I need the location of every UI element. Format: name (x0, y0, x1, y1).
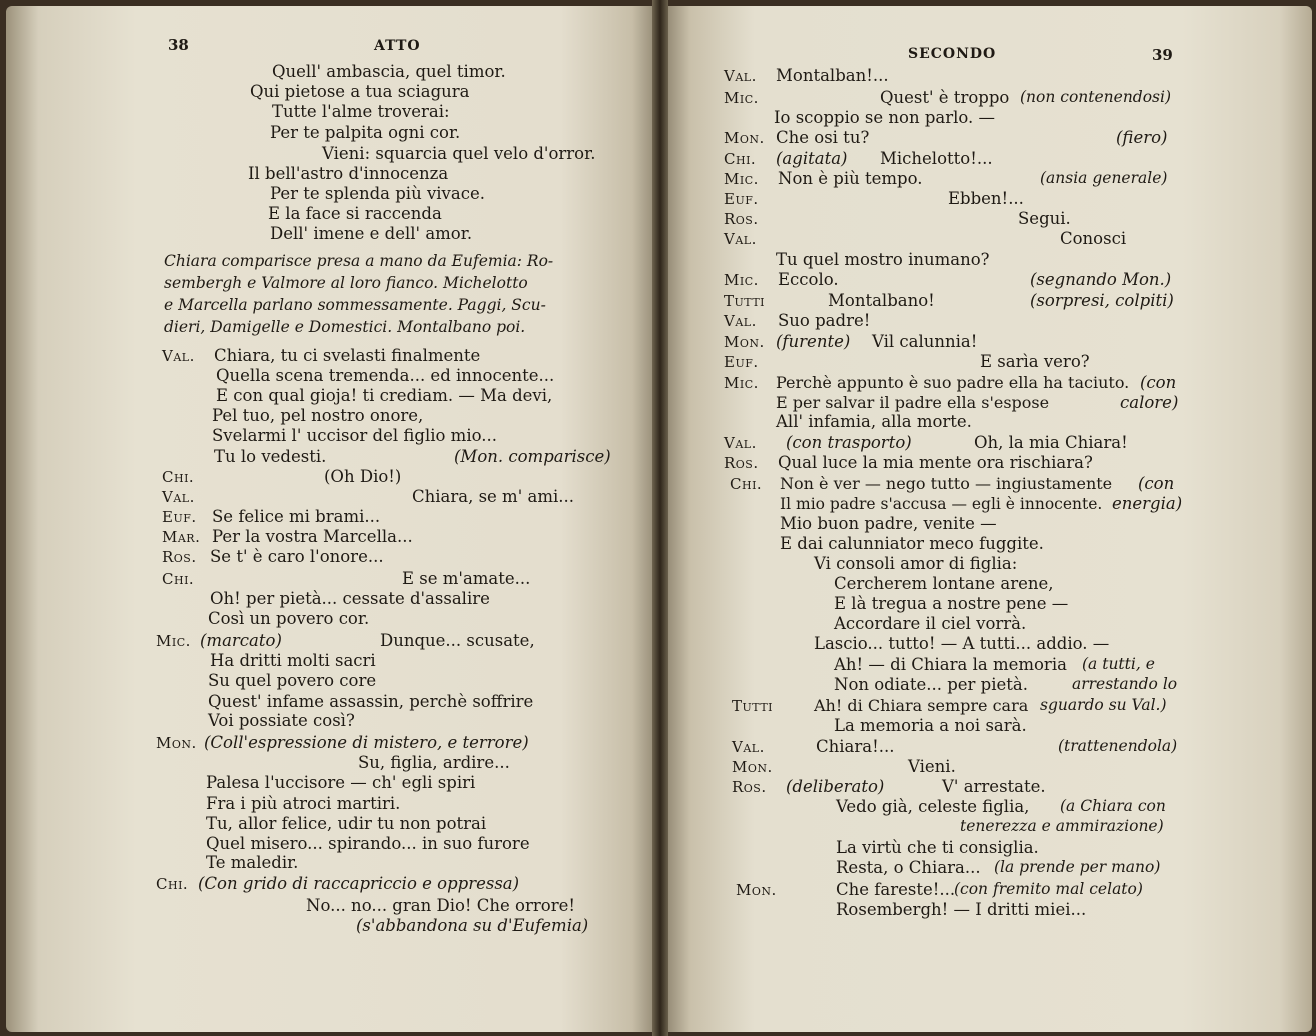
verse-line: Qui pietose a tua sciagura (250, 82, 470, 101)
dialogue-line: Te maledir. (206, 853, 299, 872)
right-page (664, 6, 1312, 1032)
dialogue-line: E per salvar il padre ella s'espose (776, 393, 1050, 412)
speaker-label: Mar. (162, 528, 201, 546)
dialogue-line: La virtù che ti consiglia. (836, 838, 1039, 857)
stage-direction: energia) (1112, 494, 1183, 513)
speaker-label: Euf. (724, 190, 759, 208)
stage-direction: (segnando Mon.) (1030, 270, 1172, 289)
speaker-label: Chi. (162, 570, 195, 588)
dialogue-line: Resta, o Chiara... (836, 858, 981, 877)
dialogue-line: Tu, allor felice, udir tu non potrai (206, 814, 487, 833)
speaker-label: Mon. (724, 333, 765, 351)
speaker-label: Ros. (732, 778, 767, 796)
dialogue-line: Non è più tempo. (778, 169, 923, 188)
speaker-label: Chi. (156, 875, 189, 893)
speaker-label: Mon. (724, 129, 765, 147)
dialogue-line: E là tregua a nostre pene — (834, 594, 1069, 613)
verse-line: Il bell'astro d'innocenza (248, 164, 449, 183)
dialogue-line: Che fareste!... (836, 880, 956, 899)
stage-direction: (s'abbandona su d'Eufemia) (356, 916, 589, 935)
dialogue-line: Vi consoli amor di figlia: (814, 554, 1018, 573)
verse-line: Tutte l'alme troverai: (272, 102, 450, 121)
dialogue-line: Voi possiate così? (208, 711, 355, 730)
stage-direction: Chiara comparisce presa a mano da Eufemia: Ro- (164, 252, 554, 270)
speaker-label: Euf. (724, 353, 759, 371)
speaker-label: Val. (724, 230, 757, 248)
dialogue-line: Dunque... scusate, (380, 631, 535, 650)
stage-direction: (furente) (776, 332, 851, 351)
speaker-label: Val. (162, 488, 195, 506)
running-head-right: SECONDO (908, 46, 997, 62)
dialogue-line: Mio buon padre, venite — (780, 514, 997, 533)
stage-direction: (Mon. comparisce) (454, 447, 611, 466)
dialogue-line: Se t' è caro l'onore... (210, 547, 384, 566)
dialogue-line: E se m'amate... (402, 569, 531, 588)
dialogue-line: Eccolo. (778, 270, 839, 289)
stage-direction: (la prende per mano) (994, 858, 1161, 876)
speaker-label: Val. (162, 347, 195, 365)
verse-line: Vieni: squarcia quel velo d'orror. (322, 144, 596, 163)
dialogue-line: Pel tuo, pel nostro onore, (212, 406, 424, 425)
verse-line: Quell' ambascia, quel timor. (272, 62, 506, 81)
dialogue-line: Lascio... tutto! — A tutti... addio. — (814, 634, 1110, 653)
dialogue-line: Vieni. (908, 757, 956, 776)
dialogue-line: Perchè appunto è suo padre ella ha taciuto. (776, 373, 1130, 392)
dialogue-line: Non è ver — nego tutto — ingiustamente (780, 474, 1113, 493)
dialogue-line: Così un povero cor. (208, 609, 370, 628)
speaker-label: Chi. (724, 150, 757, 168)
page-number-left: 38 (168, 36, 189, 54)
dialogue-line: Vedo già, celeste figlia, (836, 797, 1030, 816)
speaker-label: Mon. (736, 881, 777, 899)
dialogue-line: Chiara!... (816, 737, 895, 756)
dialogue-line: Ha dritti molti sacri (210, 651, 376, 670)
dialogue-line: Ah! di Chiara sempre cara (814, 696, 1029, 715)
dialogue-line: Se felice mi brami... (212, 507, 381, 526)
verse-line: Per te palpita ogni cor. (270, 123, 461, 142)
dialogue-line: Su, figlia, ardire... (358, 753, 510, 772)
dialogue-line: (Oh Dio!) (324, 467, 402, 486)
stage-direction: (Coll'espressione di mistero, e terrore) (204, 733, 529, 752)
dialogue-line: Rosembergh! — I dritti miei... (836, 900, 1087, 919)
stage-direction: (con fremito mal celato) (954, 880, 1143, 898)
speaker-label: Tutti (724, 292, 765, 310)
stage-direction: sembergh e Valmore al loro fianco. Michelotto (164, 274, 528, 292)
dialogue-line: Quest' è troppo (880, 88, 1010, 107)
stage-direction: (agitata) (776, 149, 848, 168)
speaker-label: Euf. (162, 508, 197, 526)
dialogue-line: Michelotto!... (880, 149, 993, 168)
stage-direction: arrestando lo (1072, 675, 1178, 693)
dialogue-line: Chiara, se m' ami... (412, 487, 574, 506)
verse-line: Dell' imene e dell' amor. (270, 224, 473, 243)
stage-direction: (con trasporto) (786, 433, 912, 452)
stage-direction: (sorpresi, colpiti) (1030, 291, 1174, 310)
book-gutter (652, 0, 668, 1036)
speaker-label: Tutti (732, 697, 773, 715)
speaker-label: Val. (724, 312, 757, 330)
verse-line: E la face si raccenda (268, 204, 442, 223)
stage-direction: (marcato) (200, 631, 282, 650)
speaker-label: Chi. (162, 468, 195, 486)
dialogue-line: Che osi tu? (776, 128, 870, 147)
stage-direction: (deliberato) (786, 777, 885, 796)
dialogue-line: Segui. (1018, 209, 1071, 228)
dialogue-line: Su quel povero core (208, 671, 377, 690)
speaker-label: Ros. (724, 454, 759, 472)
stage-direction: sguardo su Val.) (1040, 696, 1167, 714)
dialogue-line: Fra i più atroci martiri. (206, 794, 401, 813)
dialogue-line: Chiara, tu ci svelasti finalmente (214, 346, 481, 365)
stage-direction: (non contenendosi) (1020, 88, 1172, 106)
stage-direction: (a tutti, e (1082, 655, 1155, 673)
dialogue-line: All' infamia, alla morte. (776, 412, 972, 431)
dialogue-line: Quella scena tremenda... ed innocente... (216, 366, 555, 385)
stage-direction: e Marcella parlano sommessamente. Paggi, Scu- (164, 296, 546, 314)
speaker-label: Val. (724, 67, 757, 85)
speaker-label: Mic. (724, 271, 759, 289)
dialogue-line: Non odiate... per pietà. (834, 675, 1029, 694)
stage-direction: (a Chiara con (1060, 797, 1166, 815)
stage-direction: tenerezza e ammirazione) (960, 817, 1164, 835)
dialogue-line: Montalbano! (828, 291, 935, 310)
dialogue-line: Tu lo vedesti. (214, 447, 327, 466)
dialogue-line: Svelarmi l' uccisor del figlio mio... (212, 426, 497, 445)
dialogue-line: E dai calunniator meco fuggite. (780, 534, 1044, 553)
dialogue-line: Ebben!... (948, 189, 1024, 208)
speaker-label: Mic. (724, 89, 759, 107)
dialogue-line: Oh! per pietà... cessate d'assalire (210, 589, 490, 608)
speaker-label: Ros. (162, 548, 197, 566)
verse-line: Per te splenda più vivace. (270, 184, 485, 203)
stage-direction: (trattenendola) (1058, 737, 1178, 755)
stage-direction: (con (1140, 373, 1177, 392)
speaker-label: Chi. (730, 475, 763, 493)
dialogue-line: La memoria a noi sarà. (834, 716, 1027, 735)
speaker-label: Val. (732, 738, 765, 756)
dialogue-line: Vil calunnia! (872, 332, 978, 351)
speaker-label: Mic. (156, 632, 191, 650)
dialogue-line: Ah! — di Chiara la memoria (834, 655, 1067, 674)
stage-direction: (Con grido di raccapriccio e oppressa) (198, 874, 520, 893)
dialogue-line: Palesa l'uccisore — ch' egli spiri (206, 773, 476, 792)
dialogue-line: Conosci (1060, 229, 1127, 248)
dialogue-line: E sarìa vero? (980, 352, 1090, 371)
page-number-right: 39 (1152, 46, 1173, 64)
stage-direction: dieri, Damigelle e Domestici. Montalbano poi. (164, 318, 526, 336)
speaker-label: Val. (724, 434, 757, 452)
stage-direction: (fiero) (1116, 128, 1168, 147)
stage-direction: calore) (1120, 393, 1179, 412)
left-page (6, 6, 658, 1032)
speaker-label: Mic. (724, 374, 759, 392)
stage-direction: (con (1138, 474, 1175, 493)
speaker-label: Mon. (732, 758, 773, 776)
dialogue-line: Accordare il ciel vorrà. (834, 614, 1027, 633)
dialogue-line: No... no... gran Dio! Che orrore! (306, 896, 575, 915)
dialogue-line: Per la vostra Marcella... (212, 527, 413, 546)
running-head-left: ATTO (374, 38, 421, 54)
speaker-label: Ros. (724, 210, 759, 228)
dialogue-line: Cercherem lontane arene, (834, 574, 1054, 593)
speaker-label: Mic. (724, 170, 759, 188)
speaker-label: Mon. (156, 734, 197, 752)
dialogue-line: Tu quel mostro inumano? (776, 250, 990, 269)
dialogue-line: Quest' infame assassin, perchè soffrire (208, 692, 534, 711)
dialogue-line: Qual luce la mia mente ora rischiara? (778, 453, 1093, 472)
dialogue-line: Suo padre! (778, 311, 871, 330)
dialogue-line: Montalban!... (776, 66, 889, 85)
dialogue-line: Oh, la mia Chiara! (974, 433, 1128, 452)
dialogue-line: Il mio padre s'accusa — egli è innocente. (780, 495, 1103, 513)
stage-direction: (ansia generale) (1040, 169, 1168, 187)
dialogue-line: Quel misero... spirando... in suo furore (206, 834, 530, 853)
dialogue-line: Io scoppio se non parlo. — (774, 108, 996, 127)
dialogue-line: E con qual gioja! ti crediam. — Ma devi, (216, 386, 553, 405)
dialogue-line: V' arrestate. (942, 777, 1046, 796)
